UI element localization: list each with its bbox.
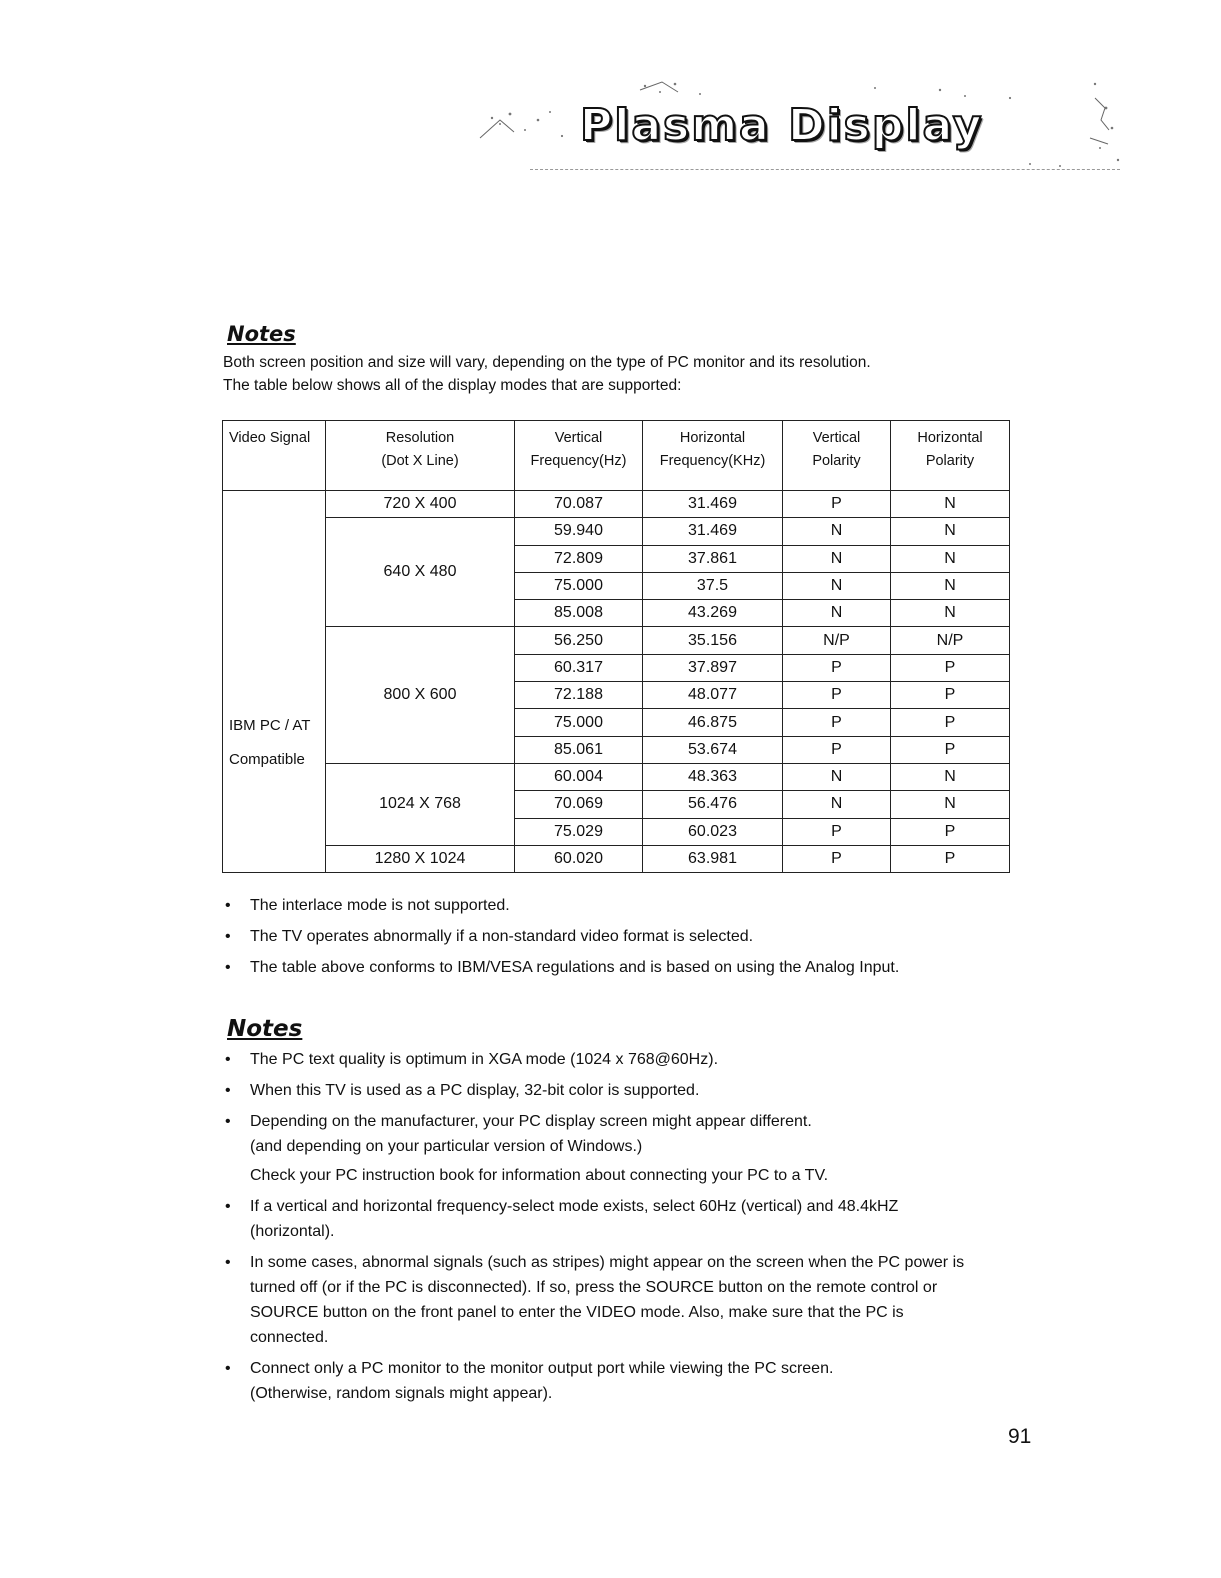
table-notes-list (225, 893, 1035, 986)
list-item: • The TV operates abnormally if a non-standard video format is selected. (225, 924, 1035, 949)
horizontal-frequency-cell: 60.023 (643, 818, 783, 845)
video-signal-line: IBM PC / AT (229, 717, 311, 734)
header-vertical-frequency: Vertical Frequency(Hz) (515, 421, 643, 491)
bullet-icon: • (225, 928, 231, 945)
bullet-icon: • (225, 1082, 231, 1099)
list-item: • If a vertical and horizontal frequency-select mode exists, select 60Hz (vertical) and 48.4kHZ (horizontal). (225, 1194, 1035, 1244)
horizontal-polarity-cell: P (891, 845, 1010, 872)
vertical-polarity-cell: N (783, 600, 891, 627)
table-row (223, 627, 1010, 654)
intro-line: The table below shows all of the display modes that are supported: (223, 377, 682, 394)
vertical-frequency-cell: 75.000 (515, 709, 643, 736)
display-modes-table (222, 420, 1010, 873)
vertical-polarity-cell: P (783, 491, 891, 518)
resolution-cell: 1280 X 1024 (326, 845, 515, 872)
notes-heading: Notes (227, 322, 296, 346)
horizontal-frequency-cell: 37.861 (643, 545, 783, 572)
horizontal-frequency-cell: 37.897 (643, 654, 783, 681)
vertical-frequency-cell: 70.069 (515, 791, 643, 818)
intro-text (223, 351, 1023, 397)
list-item: • The interlace mode is not supported. (225, 893, 1035, 918)
bullet-icon: • (225, 1113, 231, 1130)
notes-list (225, 1047, 1035, 1412)
page-number: 91 (1008, 1425, 1032, 1448)
vertical-polarity-cell: P (783, 709, 891, 736)
horizontal-frequency-cell: 31.469 (643, 518, 783, 545)
resolution-cell: 800 X 600 (326, 627, 515, 763)
video-signal-line: Compatible (229, 751, 305, 768)
horizontal-polarity-cell: N (891, 600, 1010, 627)
horizontal-polarity-cell: N/P (891, 627, 1010, 654)
vertical-frequency-cell: 85.061 (515, 736, 643, 763)
horizontal-frequency-cell: 48.077 (643, 682, 783, 709)
horizontal-polarity-cell: P (891, 654, 1010, 681)
vertical-polarity-cell: N (783, 763, 891, 790)
horizontal-frequency-cell: 35.156 (643, 627, 783, 654)
vertical-frequency-cell: 60.004 (515, 763, 643, 790)
vertical-polarity-cell: N (783, 572, 891, 599)
vertical-frequency-cell: 75.029 (515, 818, 643, 845)
notes-heading: Notes (227, 1016, 303, 1042)
table-row (223, 491, 1010, 518)
bullet-icon: • (225, 1198, 231, 1215)
header-video-signal: Video Signal (223, 421, 326, 491)
bullet-icon: • (225, 897, 231, 914)
vertical-frequency-cell: 59.940 (515, 518, 643, 545)
vertical-frequency-cell: 60.317 (515, 654, 643, 681)
horizontal-frequency-cell: 43.269 (643, 600, 783, 627)
header-vertical-polarity: Vertical Polarity (783, 421, 891, 491)
intro-line: Both screen position and size will vary, depending on the type of PC monitor and its resolution. (223, 354, 871, 371)
vertical-polarity-cell: N (783, 518, 891, 545)
header-horizontal-polarity: Horizontal Polarity (891, 421, 1010, 491)
horizontal-frequency-cell: 31.469 (643, 491, 783, 518)
bullet-icon: • (225, 1360, 231, 1377)
vertical-frequency-cell: 72.188 (515, 682, 643, 709)
vertical-polarity-cell: P (783, 682, 891, 709)
horizontal-polarity-cell: P (891, 682, 1010, 709)
horizontal-polarity-cell: N (891, 791, 1010, 818)
horizontal-frequency-cell: 46.875 (643, 709, 783, 736)
horizontal-frequency-cell: 63.981 (643, 845, 783, 872)
horizontal-polarity-cell: N (891, 518, 1010, 545)
header-horizontal-frequency: Horizontal Frequency(KHz) (643, 421, 783, 491)
horizontal-polarity-cell: N (891, 763, 1010, 790)
list-item: • When this TV is used as a PC display, 32-bit color is supported. (225, 1078, 1035, 1103)
vertical-polarity-cell: P (783, 818, 891, 845)
vertical-polarity-cell: N (783, 791, 891, 818)
header-resolution: Resolution (Dot X Line) (326, 421, 515, 491)
horizontal-polarity-cell: N (891, 545, 1010, 572)
resolution-cell: 640 X 480 (326, 518, 515, 627)
horizontal-frequency-cell: 53.674 (643, 736, 783, 763)
list-item: • In some cases, abnormal signals (such as stripes) might appear on the screen when the PC power is turned off (or if the PC is disconnected). If so, press the SOURCE button on the remote control or SOURCE button on the front panel to enter the VIDEO mode. Also, make sure that the PC is connected. (225, 1250, 1035, 1350)
vertical-polarity-cell: P (783, 654, 891, 681)
table-row (223, 845, 1010, 872)
list-item: • The PC text quality is optimum in XGA mode (1024 x 768@60Hz). (225, 1047, 1035, 1072)
table-row (223, 518, 1010, 545)
list-item: • The table above conforms to IBM/VESA regulations and is based on using the Analog Input. (225, 955, 1035, 980)
vertical-frequency-cell: 75.000 (515, 572, 643, 599)
vertical-frequency-cell: 70.087 (515, 491, 643, 518)
horizontal-frequency-cell: 48.363 (643, 763, 783, 790)
resolution-cell: 1024 X 768 (326, 763, 515, 845)
list-item: • Connect only a PC monitor to the monitor output port while viewing the PC screen. (Otherwise, random signals might appear). (225, 1356, 1035, 1406)
horizontal-polarity-cell: N (891, 572, 1010, 599)
resolution-cell: 720 X 400 (326, 491, 515, 518)
bullet-icon: • (225, 1051, 231, 1068)
page-header-title: Plasma Display (580, 100, 984, 151)
header-logo (470, 78, 1130, 178)
vertical-polarity-cell: P (783, 845, 891, 872)
horizontal-frequency-cell: 56.476 (643, 791, 783, 818)
vertical-frequency-cell: 72.809 (515, 545, 643, 572)
horizontal-polarity-cell: P (891, 736, 1010, 763)
vertical-polarity-cell: P (783, 736, 891, 763)
bullet-icon: • (225, 1254, 231, 1271)
table-header-row (223, 421, 1010, 491)
vertical-polarity-cell: N/P (783, 627, 891, 654)
vertical-frequency-cell: 85.008 (515, 600, 643, 627)
header-rule (530, 169, 1120, 170)
table-row (223, 763, 1010, 790)
horizontal-frequency-cell: 37.5 (643, 572, 783, 599)
bullet-icon: • (225, 959, 231, 976)
horizontal-polarity-cell: P (891, 818, 1010, 845)
video-signal-cell (223, 491, 326, 873)
horizontal-polarity-cell: P (891, 709, 1010, 736)
list-item: • Depending on the manufacturer, your PC display screen might appear different. (and depending on your particular version of Windows.) Check your PC instruction book for information about connecting your PC to a TV. (225, 1109, 1035, 1188)
vertical-frequency-cell: 56.250 (515, 627, 643, 654)
vertical-polarity-cell: N (783, 545, 891, 572)
horizontal-polarity-cell: N (891, 491, 1010, 518)
vertical-frequency-cell: 60.020 (515, 845, 643, 872)
